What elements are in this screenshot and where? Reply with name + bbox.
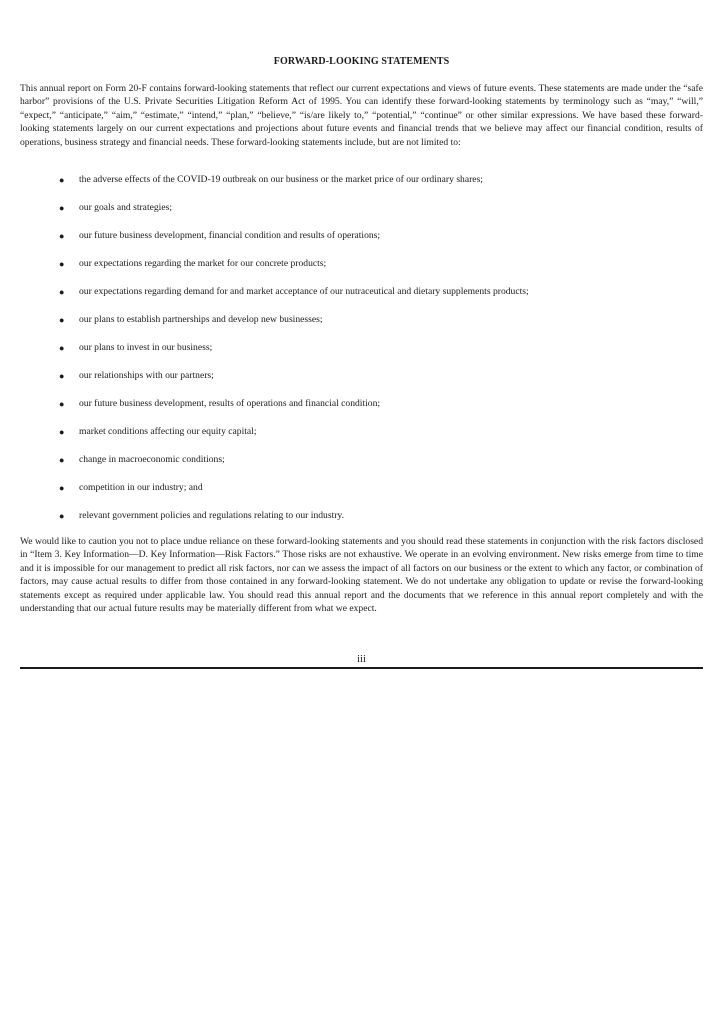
- list-item: [20, 341, 703, 355]
- bullet-icon: ●: [59, 231, 65, 241]
- list-item: [20, 397, 703, 411]
- list-item: [20, 369, 703, 383]
- list-item-text: our relationships with our partners;: [79, 370, 214, 381]
- bullet-icon: ●: [59, 203, 65, 213]
- list-item: [20, 257, 703, 271]
- list-item-text: our expectations regarding the market for our concrete products;: [79, 258, 327, 269]
- list-item-text: our future business development, financial condition and results of operations;: [79, 230, 381, 241]
- closing-paragraph: We would like to caution you not to place undue reliance on these forward-looking statements and you should read these statements in conjunction with the risk factors disclosed in “Item 3. Key Information—D. Key Information—Risk Factors.” Those risks are not exhaustive. We operate in an evolving environment. New risks emerge from time to time and it is impossible for our management to predict all risk factors, nor can we assess the impact of all factors on our business or the extent to which any factor, or combination of factors, may cause actual results to differ from those contained in any forward-looking statement. We do not undertake any obligation to update or revise the forward-looking statements except as required under applicable law. You should read this annual report and the documents that we reference in this annual report completely and with the understanding that our actual future results may be materially different from what we expect.: [20, 536, 703, 615]
- list-item: [20, 229, 703, 243]
- bullet-icon: ●: [59, 483, 65, 493]
- bullet-icon: ●: [59, 511, 65, 521]
- list-item-text: change in macroeconomic conditions;: [79, 454, 225, 465]
- list-item-text: our expectations regarding demand for and market acceptance of our nutraceutical and dietary supplements products;: [79, 286, 529, 297]
- bullet-icon: ●: [59, 427, 65, 437]
- intro-paragraph: This annual report on Form 20-F contains forward-looking statements that reflect our current expectations and views of future events. These statements are made under the “safe harbor” provisions of the U.S. Private Securities Litigation Reform Act of 1995. You can identify these forward-looking statements by terminology such as “may,” “will,” “expect,” “anticipate,” “aim,” “estimate,” “intend,” “plan,” “believe,” “is/are likely to,” “potential,” “continue” or other similar expressions. We have based these forward-looking statements largely on our current expectations and projections about future events and financial trends that we believe may affect our financial condition, results of operations, business strategy and financial needs. These forward-looking statements include, but are not limited to:: [20, 83, 703, 148]
- list-item-text: our goals and strategies;: [79, 202, 172, 213]
- bullet-icon: ●: [59, 455, 65, 465]
- bullet-icon: ●: [59, 287, 65, 297]
- list-item: [20, 313, 703, 327]
- footer-divider: [20, 667, 703, 669]
- list-item: [20, 509, 703, 523]
- list-item-text: market conditions affecting our equity capital;: [79, 426, 257, 437]
- bullet-icon: ●: [59, 315, 65, 325]
- bullet-icon: ●: [59, 259, 65, 269]
- list-item-text: our plans to establish partnerships and develop new businesses;: [79, 314, 323, 325]
- list-item-text: our future business development, results of operations and financial condition;: [79, 398, 381, 409]
- list-item: [20, 173, 703, 187]
- list-item-text: the adverse effects of the COVID-19 outbreak on our business or the market price of our ordinary shares;: [79, 174, 483, 185]
- list-item: [20, 425, 703, 439]
- bullet-icon: ●: [59, 371, 65, 381]
- list-item: [20, 481, 703, 495]
- bullet-icon: ●: [59, 175, 65, 185]
- page-number: iii: [357, 654, 366, 665]
- list-item-text: competition in our industry; and: [79, 482, 203, 493]
- list-item: [20, 201, 703, 215]
- list-item-text: our plans to invest in our business;: [79, 342, 213, 353]
- list-item: [20, 453, 703, 467]
- section-title: FORWARD-LOOKING STATEMENTS: [273, 56, 450, 67]
- list-item-text: relevant government policies and regulations relating to our industry.: [79, 510, 344, 521]
- bullet-icon: ●: [59, 399, 65, 409]
- list-item: [20, 285, 703, 299]
- bullet-icon: ●: [59, 343, 65, 353]
